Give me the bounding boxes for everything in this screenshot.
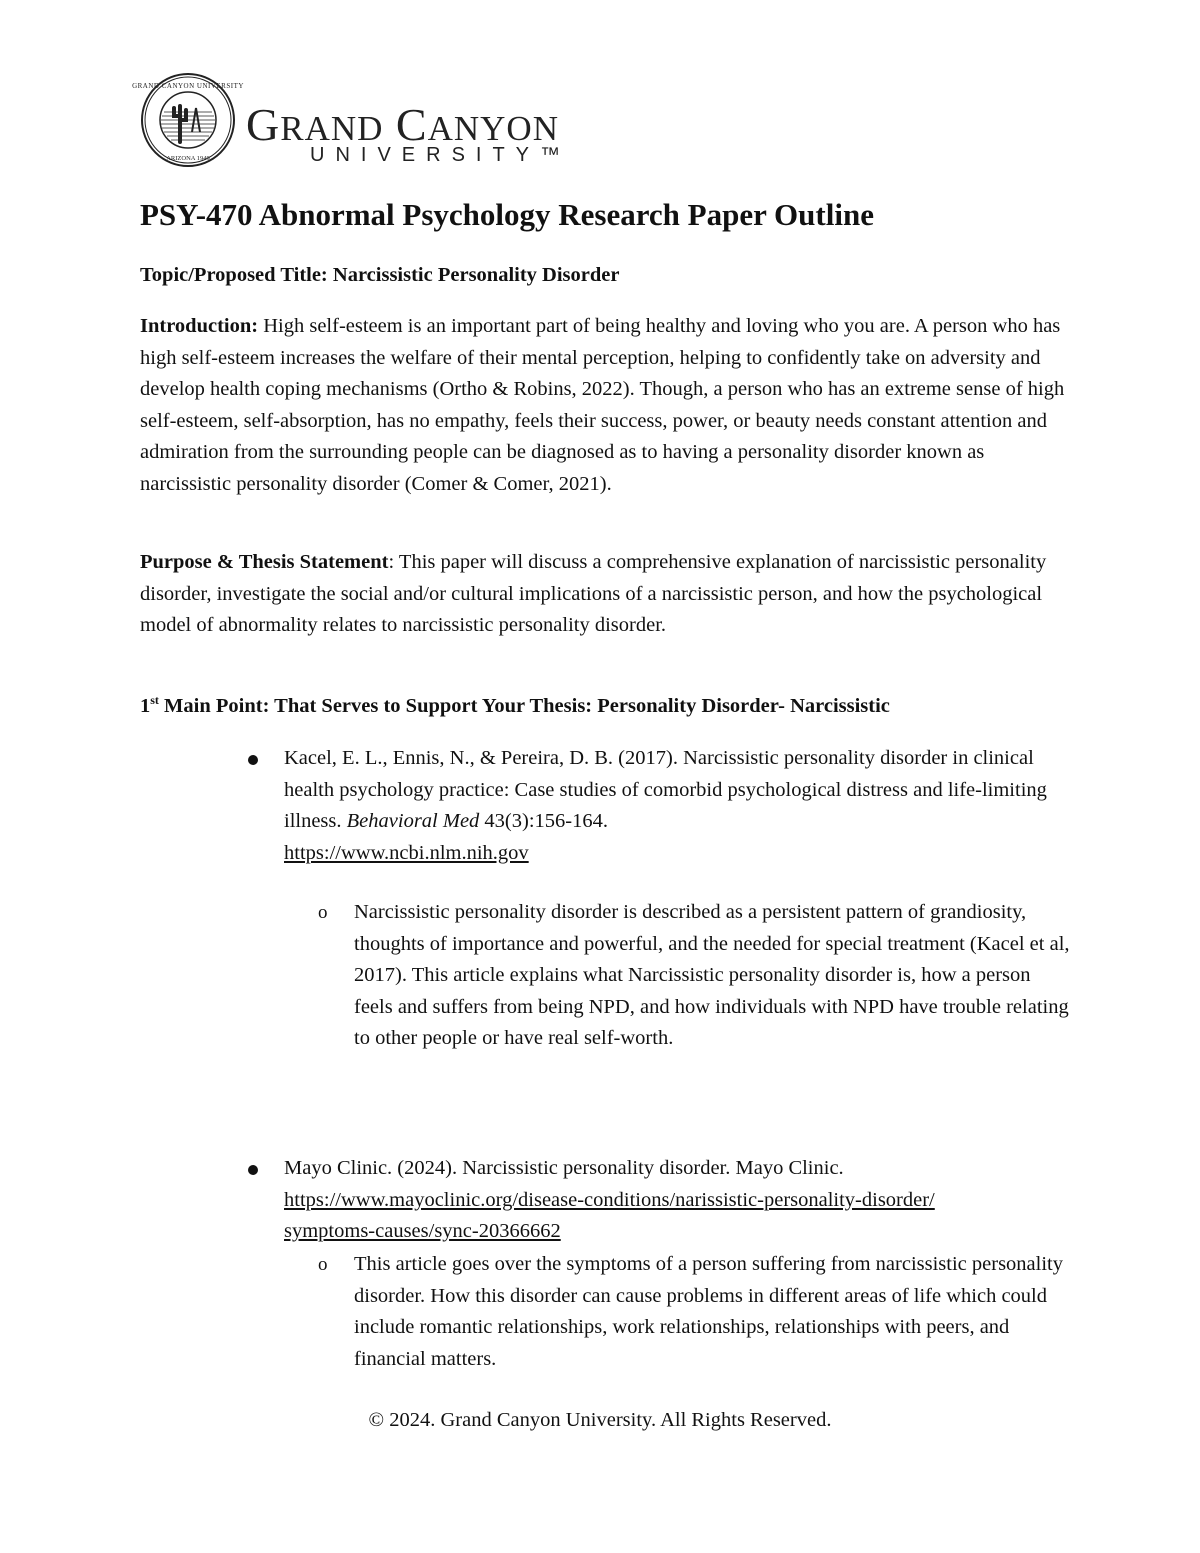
copyright-footer: © 2024. Grand Canyon University. All Rights Reserved.	[368, 1409, 832, 1431]
wordmark-grand-canyon: GRAND CANYON	[246, 99, 559, 150]
wordmark-university: UNIVERSITY™	[310, 144, 572, 166]
source-citation	[284, 1153, 1074, 1248]
source-link[interactable]: https://www.ncbi.nlm.nih.gov	[284, 841, 529, 864]
introduction-text: High self-esteem is an important part of being healthy and loving who you are. A person who has high self-esteem increases the welfare of their mental perception, helping to confidently take on adversity and develop health coping mechanisms (Ortho & Robins, 2022). Though, a person who has an extreme sense of high self-esteem, self-absorption, has no empathy, feels their success, power, or beauty needs constant attention and admiration from the surrounding people can be diagnosed as to having a personality disorder known as narcissistic personality disorder (Comer & Comer, 2021).	[140, 315, 1065, 495]
sub-bullet-marker: o	[318, 902, 328, 923]
main-point-text: Main Point: That Serves to Support Your Thesis: Personality Disorder- Narcissistic	[158, 695, 890, 717]
introduction-label: Introduction:	[140, 315, 259, 337]
source-citation	[284, 743, 1074, 869]
source-note: This article goes over the symptoms of a person suffering from narcissistic personality disorder. How this disorder can cause problems in different areas of life which could include romantic relationships, work relationships, relationships with peers, and financial matters.	[354, 1253, 1063, 1370]
university-seal-icon	[132, 72, 244, 168]
source-note: Narcissistic personality disorder is described as a persistent pattern of grandiosity, thoughts of importance and powerful, and the needed for special treatment (Kacel et al, 2017). This article explains what Narcissistic personality disorder is, how a person feels and suffers from being NPD, and how individuals with NPD have trouble relating to other people or have real self-worth.	[354, 901, 1070, 1049]
svg-text:GRAND CANYON UNIVERSITY: GRAND CANYON UNIVERSITY	[132, 82, 244, 90]
svg-text:ARIZONA 1949: ARIZONA 1949	[166, 155, 210, 162]
citation-volume: 43(3):156-164.	[479, 810, 608, 832]
bullet-dot-icon	[248, 1165, 258, 1175]
document-title: PSY-470 Abnormal Psychology Research Paper Outline	[140, 197, 874, 232]
source-link[interactable]: https://www.mayoclinic.org/disease-conditions/narissistic-personality-disorder/ symptoms-causes/sync-20366662	[284, 1188, 935, 1242]
university-logo	[132, 72, 580, 168]
purpose-paragraph	[140, 547, 1070, 642]
citation-text: Kacel, E. L., Ennis, N., & Pereira, D. B. (2017). Narcissistic personality disorder in clinical health psychology practice: Case studies of comorbid psychological distress and life-limiting illness.	[284, 747, 1047, 832]
purpose-label: Purpose & Thesis Statement	[140, 551, 389, 573]
main-point-heading	[140, 691, 1070, 723]
citation-text: Mayo Clinic. (2024). Narcissistic personality disorder. Mayo Clinic.	[284, 1157, 844, 1179]
sub-bullet-marker: o	[318, 1254, 328, 1275]
main-point-number: 1	[140, 695, 151, 717]
bullet-dot-icon	[248, 755, 258, 765]
introduction-paragraph	[140, 311, 1070, 500]
topic-line	[140, 260, 1070, 292]
main-point-suffix: st	[150, 693, 159, 708]
citation-journal: Behavioral Med	[346, 810, 480, 832]
purpose-text: : This paper will discuss a comprehensive explanation of narcissistic personality disorder, investigate the social and/or cultural implications of a narcissistic person, and how the psychological model of abnormality relates to narcissistic personality disorder.	[140, 551, 1047, 636]
topic-label: Topic/Proposed Title:	[140, 264, 333, 286]
topic-value: Narcissistic Personality Disorder	[332, 264, 620, 286]
